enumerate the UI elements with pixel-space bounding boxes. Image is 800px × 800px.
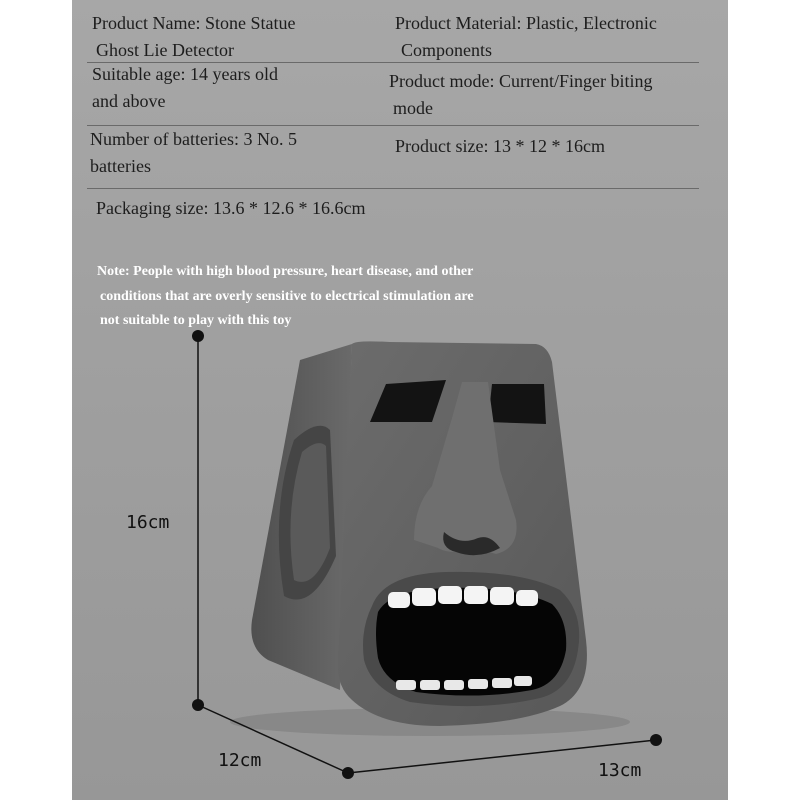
product-size: Product size: 13 * 12 * 16cm: [395, 136, 605, 156]
warning-note-line3: not suitable to play with this toy: [100, 313, 292, 328]
warning-note-line2: conditions that are overly sensitive to electrical stimulation are: [100, 289, 474, 304]
product-material-line1: Product Material: Plastic, Electronic: [395, 13, 657, 33]
suitable-age-line1: Suitable age: 14 years old: [92, 64, 278, 84]
batteries-line2: batteries: [90, 156, 151, 176]
product-mode-line2: mode: [393, 98, 433, 118]
right-eye-socket: [488, 384, 546, 424]
suitable-age-line2: and above: [92, 91, 166, 111]
product-name-line1: Product Name: Stone Statue: [92, 13, 296, 33]
product-mode-line1: Product mode: Current/Finger biting: [389, 71, 653, 91]
batteries-line1: Number of batteries: 3 No. 5: [90, 129, 297, 149]
packaging-size: Packaging size: 13.6 * 12.6 * 16.6cm: [96, 198, 366, 218]
height-dimension: 16cm: [126, 512, 170, 533]
warning-note-line1: Note: People with high blood pressure, heart disease, and other: [97, 264, 474, 279]
product-name-line2: Ghost Lie Detector: [96, 40, 234, 60]
width-dimension: 12cm: [218, 750, 262, 771]
product-material-line2: Components: [401, 40, 493, 60]
depth-dimension: 13cm: [598, 760, 642, 781]
